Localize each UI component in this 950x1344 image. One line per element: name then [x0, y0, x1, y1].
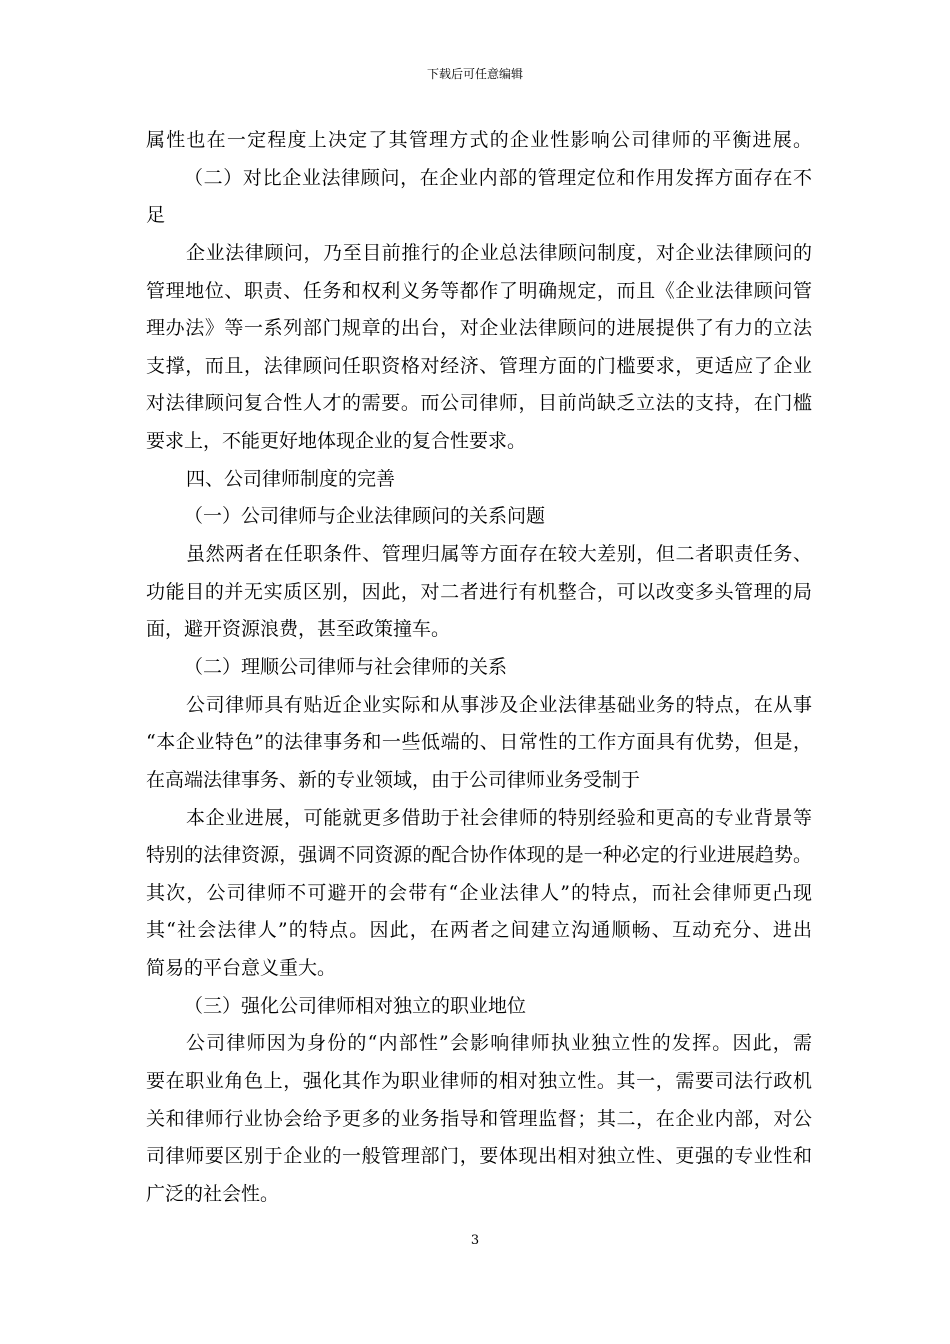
text-line: 在高端法律事务、新的专业领域，由于公司律师业务受制于: [146, 768, 641, 791]
text-line: 企业法律顾问，乃至目前推行的企业总法律顾问制度，对企业法律顾问的: [186, 241, 812, 264]
section-heading: 四、公司律师制度的完善: [186, 467, 396, 490]
text-line: 特别的法律资源，强调不同资源的配合协作体现的是一种必定的行业进展趋势。: [146, 844, 812, 867]
subsection-heading: （三）强化公司律师相对独立的职业地位: [184, 994, 527, 1017]
text-line: 要求上，不能更好地体现企业的复合性要求。: [146, 430, 527, 453]
text-line: 虽然两者在任职条件、管理归属等方面存在较大差别，但二者职责任务、: [186, 543, 812, 566]
text-line: 司律师要区别于企业的一般管理部门，要体现出相对独立性、更强的专业性和: [146, 1145, 812, 1168]
text-line: 公司律师具有贴近企业实际和从事涉及企业法律基础业务的特点，在从事: [186, 693, 812, 716]
text-line: 面，避开资源浪费，甚至政策撞车。: [146, 618, 451, 641]
document-body: [146, 122, 812, 1214]
page-header: 下载后可任意编辑: [426, 67, 523, 81]
text-line: 关和律师行业协会给予更多的业务指导和管理监督；其二，在企业内部，对公: [146, 1107, 812, 1130]
text-line: 足: [146, 204, 166, 227]
text-line: （二）对比企业法律顾问，在企业内部的管理定位和作用发挥方面存在不: [184, 166, 812, 189]
text-line: 属性也在一定程度上决定了其管理方式的企业性影响公司律师的平衡进展。: [146, 129, 812, 151]
text-line: 广泛的社会性。: [146, 1182, 280, 1205]
text-line: 支撑，而且，法律顾问任职资格对经济、管理方面的门槛要求，更适应了企业: [146, 354, 812, 377]
text-line: 要在职业角色上，强化其作为职业律师的相对独立性。其一，需要司法行政机: [146, 1070, 812, 1093]
text-line: “本企业特色”的法律事务和一些低端的、日常性的工作方面具有优势，但是，: [146, 731, 812, 754]
text-line: 其“社会法律人”的特点。因此，在两者之间建立沟通顺畅、互动充分、进出: [146, 919, 812, 942]
text-line: 对法律顾问复合性人才的需要。而公司律师，目前尚缺乏立法的支持，在门槛: [146, 392, 812, 415]
text-line: 简易的平台意义重大。: [146, 957, 337, 980]
text-line: 管理地位、职责、任务和权利义务等都作了明确规定，而且《企业法律顾问管: [146, 279, 812, 302]
text-line: 本企业进展，可能就更多借助于社会律师的特别经验和更高的专业背景等: [186, 806, 812, 829]
text-line: 功能目的并无实质区别，因此，对二者进行有机整合，可以改变多头管理的局: [146, 580, 812, 603]
text-line: 理办法》等一系列部门规章的出台，对企业法律顾问的进展提供了有力的立法: [146, 317, 812, 340]
subsection-heading: （一）公司律师与企业法律顾问的关系问题: [184, 505, 546, 528]
text-line: 其次，公司律师不可避开的会带有“企业法律人”的特点，而社会律师更凸现: [146, 881, 812, 904]
page-number: 3: [470, 1233, 480, 1248]
text-line: 公司律师因为身份的“内部性”会影响律师执业独立性的发挥。因此，需: [186, 1032, 812, 1055]
subsection-heading: （二）理顺公司律师与社会律师的关系: [184, 655, 508, 678]
